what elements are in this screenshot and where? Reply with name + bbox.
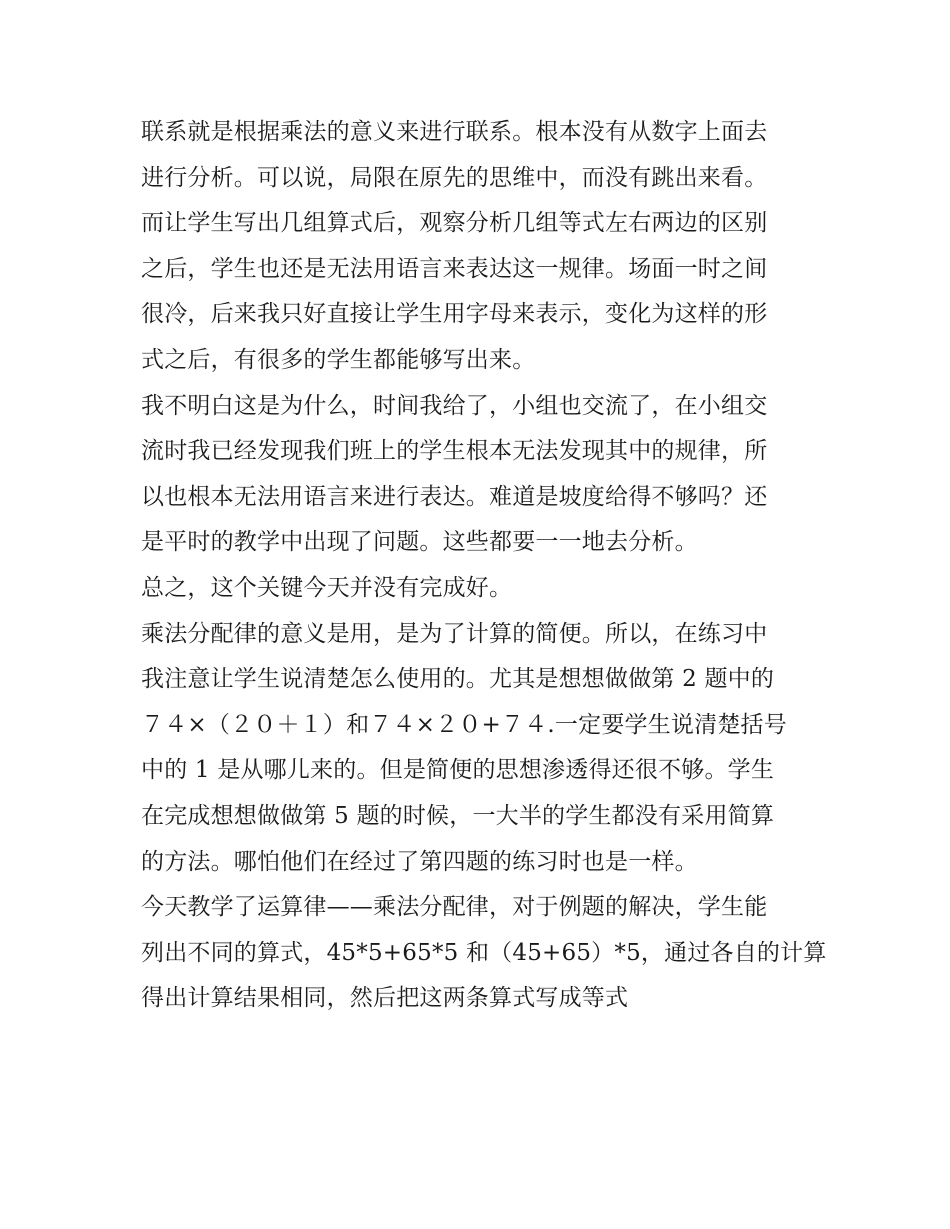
text-line: 联系就是根据乘法的意义来进行联系。根本没有从数字上面去 (141, 119, 768, 145)
text-line: 得出计算结果相同，然后把这两条算式写成等式 (141, 985, 629, 1012)
text-line: 进行分析。可以说，局限在原先的思维中，而没有跳出来看。 (141, 164, 768, 191)
text-line: ７４×（２０＋１）和７４×２０+７４.一定要学生说清楚括号 (141, 711, 787, 738)
text-line: 我注意让学生说清楚怎么使用的。尤其是想想做做第 2 题中的 (141, 666, 775, 693)
text-line: 列出不同的算式，45*5+65*5 和（45+65）*5，通过各自的计算 (141, 939, 827, 966)
text-line: 之后，学生也还是无法用语言来表达这一规律。场面一时之间 (141, 255, 768, 282)
text-line: 中的 1 是从哪儿来的。但是简便的思想渗透得还很不够。学生 (141, 757, 775, 784)
text-line: 我不明白这是为什么，时间我给了，小组也交流了，在小组交 (141, 392, 768, 419)
text-line: 流时我已经发现我们班上的学生根本无法发现其中的规律，所 (141, 438, 768, 465)
text-line: 总之，这个关键今天并没有完成好。 (141, 574, 513, 601)
text-line: 的方法。哪怕他们在经过了第四题的练习时也是一样。 (141, 848, 698, 875)
text-line: 今天教学了运算律——乘法分配律，对于例题的解决，学生能 (141, 894, 768, 921)
text-line: 是平时的教学中出现了问题。这些都要一一地去分析。 (141, 529, 698, 556)
text-line: 而让学生写出几组算式后，观察分析几组等式左右两边的区别 (141, 210, 768, 237)
document-body (141, 110, 827, 1022)
text-line: 乘法分配律的意义是用，是为了计算的简便。所以，在练习中 (141, 620, 768, 647)
text-line: 以也根本无法用语言来进行表达。难道是坡度给得不够吗？还 (141, 483, 768, 510)
text-line: 式之后，有很多的学生都能够写出来。 (141, 346, 536, 373)
text-line: 很冷，后来我只好直接让学生用字母来表示，变化为这样的形 (141, 301, 768, 328)
text-line: 在完成想想做做第 5 题的时候，一大半的学生都没有采用简算 (141, 802, 775, 829)
